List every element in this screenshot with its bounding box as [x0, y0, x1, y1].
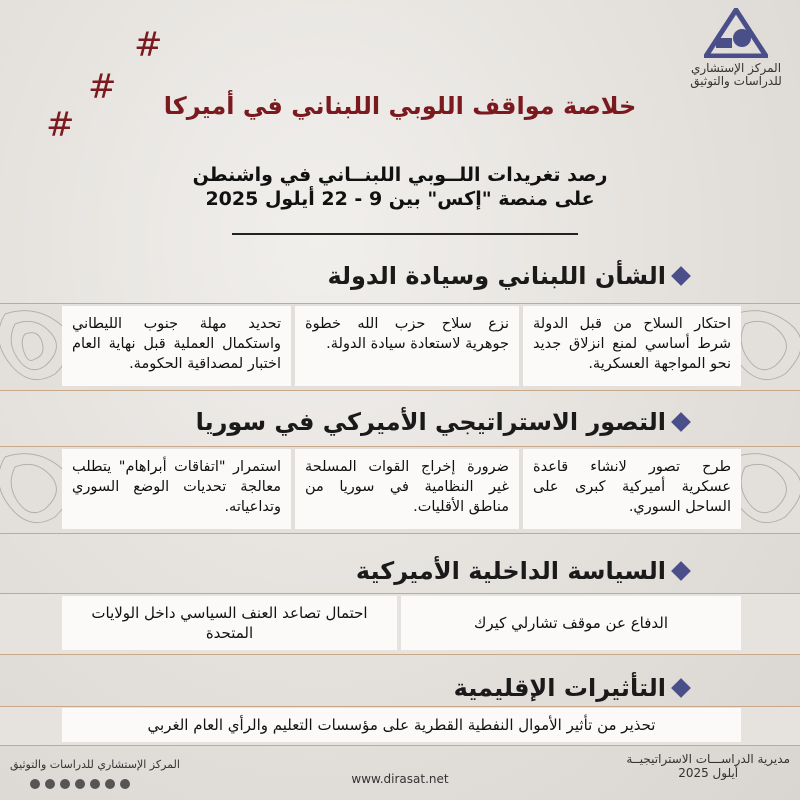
facebook-icon[interactable] [60, 779, 70, 789]
hashtag-icon: # [88, 67, 117, 107]
instagram-icon[interactable] [90, 779, 100, 789]
youtube-icon[interactable] [120, 779, 130, 789]
section-heading-text: السياسة الداخلية الأميركية [355, 557, 666, 585]
logo-mark-icon [704, 8, 768, 58]
subtitle-2: على منصة "إكس" بين 9 - 22 أيلول 2025 [205, 188, 595, 210]
topo-pattern-icon [0, 447, 70, 533]
footer-org-name: المركز الإستشاري للدراسات والتوثيق [10, 758, 180, 771]
topo-pattern-icon [0, 304, 70, 390]
subtitle-1: رصد تغريدات اللــوبي اللبنــاني في واشنطن [192, 164, 608, 186]
point-card: نزع سلاح حزب الله خطوة جوهرية لاستعادة سيادة الدولة. [295, 306, 519, 386]
diamond-bullet-icon [671, 678, 691, 698]
website-link[interactable]: www.dirasat.net [351, 772, 449, 786]
section-heading-regional [454, 674, 688, 702]
diamond-bullet-icon [671, 561, 691, 581]
hashtag-icon: # [134, 25, 163, 65]
department-date: أيلول 2025 [678, 766, 739, 780]
hashtag-icon: # [46, 105, 75, 145]
point-card: تحديد مهلة جنوب الليطاني واستكمال العملية قبل نهاية العام اختبار لمصداقية الحكومة. [62, 306, 291, 386]
section-heading-syria [196, 408, 688, 436]
section-heading-text: الشأن اللبناني وسيادة الدولة [327, 262, 666, 290]
point-card: تحذير من تأثير الأموال النفطية القطرية على مؤسسات التعليم والرأي العام الغربي [62, 708, 741, 742]
linkedin-icon[interactable] [105, 779, 115, 789]
diamond-bullet-icon [671, 412, 691, 432]
department-name: مديرية الدراســـات الاستراتيجيــة [626, 752, 790, 766]
divider [232, 233, 578, 235]
footer-department [626, 752, 790, 780]
point-card: ضرورة إخراج القوات المسلحة غير النظامية في سوريا من مناطق الأقليات. [295, 449, 519, 529]
diamond-bullet-icon [671, 266, 691, 286]
section-heading-text: التصور الاستراتيجي الأميركي في سوريا [195, 408, 666, 436]
point-card: استمرار "اتفاقات أبراهام" يتطلب معالجة تحديات الوضع السوري وتداعياته. [62, 449, 291, 529]
page-title: خلاصة مواقف اللوبي اللبناني في أميركا [163, 92, 637, 120]
social-links [30, 779, 130, 789]
point-card: احتكار السلاح من قبل الدولة شرط أساسي لمنع انزلاق جديد نحو المواجهة العسكرية. [523, 306, 741, 386]
section-heading-text: التأثيرات الإقليمية [453, 674, 666, 702]
org-logo [680, 8, 792, 108]
x-icon[interactable] [75, 779, 85, 789]
point-card: احتمال تصاعد العنف السياسي داخل الولايات المتحدة [62, 596, 397, 650]
whatsapp-icon[interactable] [30, 779, 40, 789]
section-heading-us-domestic [356, 557, 688, 585]
logo-line2: للدراسات والتوثيق [690, 74, 782, 88]
logo-line1: المركز الإستشاري [690, 61, 782, 75]
point-card: طرح تصور لانشاء قاعدة عسكرية أميركية كبرى على الساحل السوري. [523, 449, 741, 529]
telegram-icon[interactable] [45, 779, 55, 789]
section-heading-lebanon [327, 262, 688, 290]
point-card: الدفاع عن موقف تشارلي كيرك [401, 596, 741, 650]
